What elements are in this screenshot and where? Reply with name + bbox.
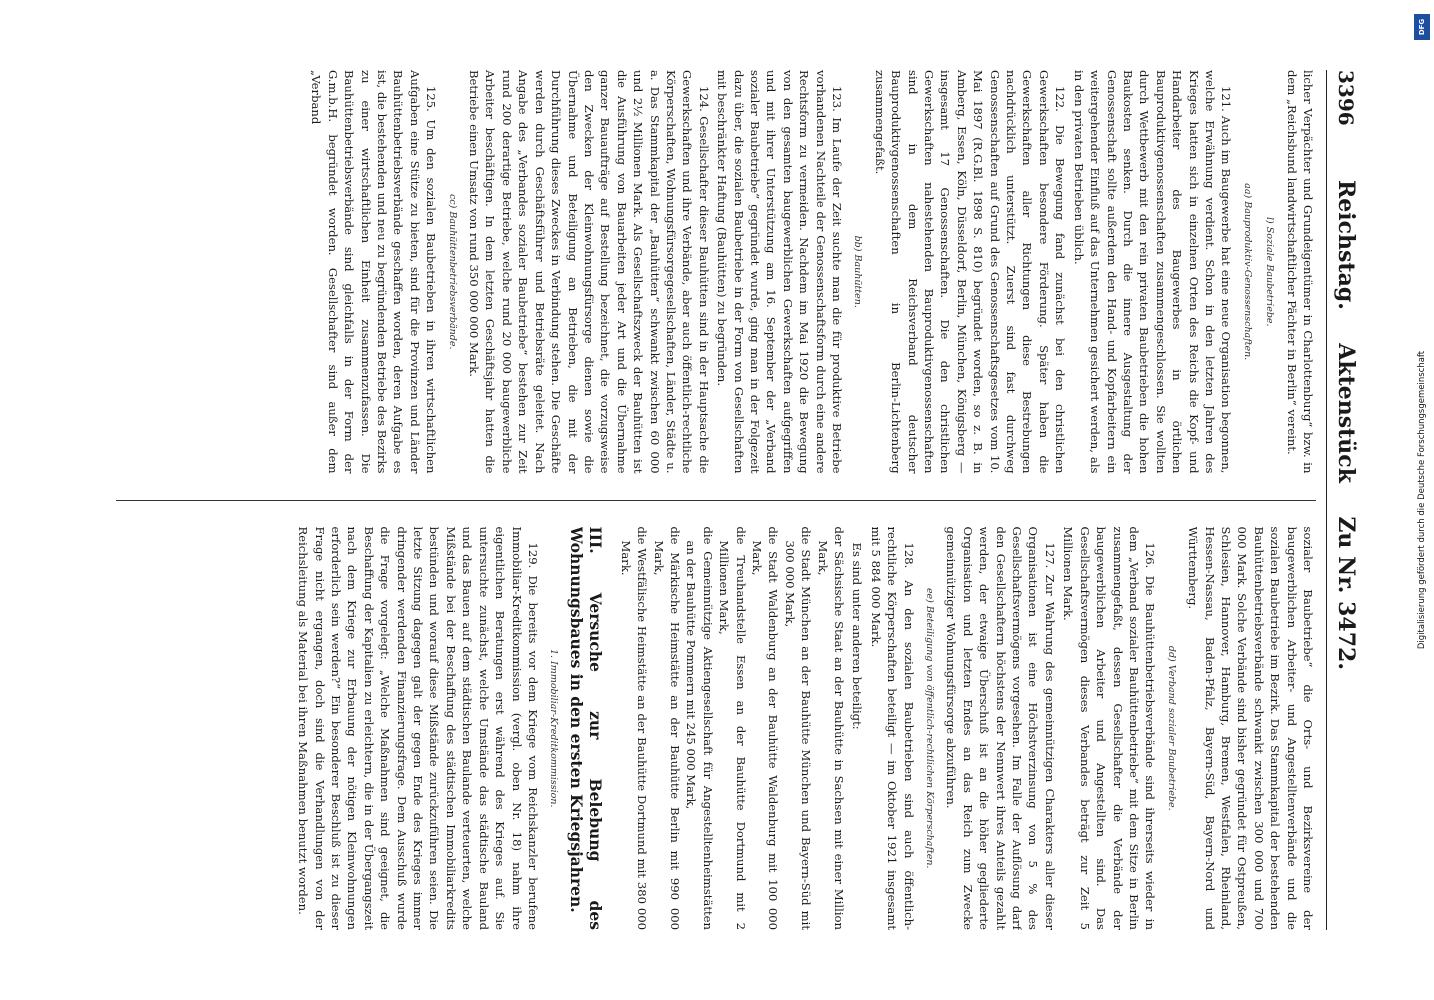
column-divider — [116, 500, 1316, 501]
list-item: die Treuhandstelle Essen an der Bauhütte Dortmund mit 2 Millionen Mark, — [717, 526, 748, 930]
paragraph-126: 126. Die Bauhüttenbetriebsverbände sind ihrerseits wieder in dem „Verband sozialer Bauhüttenbetriebe“ mit dem Sitze in Berlin zusammengefaßt, dessen Gesellschafter die Verbände der baugewerblichen Arbeiter und Angestellten sind. Das Gesellschaftsvermögen dieses Verbandes beträgt zur Zeit 5 Millionen Mark. — [1061, 526, 1158, 930]
subheading: dd) Verband sozialer Baubetriebe. — [1165, 645, 1177, 811]
paragraph-129: 129. Die bereits vor dem Kriege vom Reichskanzler berufene Immobiliar-Kreditkommission (vergl. oben Nr. 18) nahm ihre eigentlichen Beratungen erst während des Krieges auf. Sie untersuchte zunächst, welche Umstände das städtische Bauland und das Bauen auf dem städtischen Baulande verteuerten, welche Mißstände bei der Beschaffung des städtischen Immobiliarkredits bestünden und worauf diese Mißstände zurückzuführen seien. Die letzte Sitzung dagegen galt der gegen Ende des Krieges immer dringender werdenden Finanzierungsfrage. Dem Ausschuß wurde die Frage vorgelegt: „Welche Maßnahmen sind geeignet, die Beschaffung der Kapitalien zu erleichtern, die in der Übergangszeit nach dem Kriege zur Erbauung der nötigen Kleinwohnungen erforderlich sein werden?“ Ein besonderer Beschluß ist zu dieser Frage nicht ergangen, doch sind die Verhandlungen von der Reichsleitung als Material bei ihren Maßnahmen benutzt worden. — [296, 526, 540, 930]
subheading: 1. Immobiliar-Kreditkommission. — [548, 648, 560, 808]
list-item: die Westfälische Heimstätte an der Bauhütte Dortmund mit 380 000 Mark. — [618, 526, 650, 930]
subheading: ee) Beteiligung von öffentlich-rechtlichen Körperschaften. — [924, 587, 936, 869]
header-left: Reichstag. — [1333, 180, 1359, 310]
page-header — [1326, 70, 1359, 930]
subheading: cc) Bauhüttenbetriebsverbände. — [446, 193, 458, 350]
document-page — [47, 30, 1387, 970]
dfg-logo-text: DFG — [1418, 18, 1426, 36]
header-center: Aktenstück — [1333, 343, 1359, 483]
paragraph-125: 125. Um den sozialen Baubetrieben in ihren wirtschaftlichen Aufgaben eine Stütze zu bieten, sind für die Provinzen und Länder Bauhüttenbetriebsverbände geschaffen worden, deren Aufgabe es ist, die bestehenden und neu zu begründenden Betriebe des Bezirks zu einer wirtschaftlichen Einheit zusammenzufassen. Die Bauhüttenbetriebsverbände sind gleichfalls in der Form der G.m.b.H. begründet worden. Gesellschafter sind außer dem „Verband — [309, 70, 439, 474]
dfg-logo — [1414, 14, 1430, 40]
list-item: der Sächsische Staat an der Bauhütte in Sachsen mit einer Million Mark, — [815, 526, 847, 930]
list-item: die Gemeinnützige Aktiengesellschaft für Angestelltenheimstätten an der Bauhütte Pommern mit 245 000 Mark, — [684, 526, 715, 930]
paragraph-continuation: sozialer Baubetriebe“ die Orts- und Bezirksvereine der baugewerblichen Arbeiter- und Angestelltenverbände und die sozialen Baubetriebe im Bezirk. Das Stammkapital der bestehenden Bauhüttenbetriebsverbände schwankt zwischen 300 000 und 700 000 Mark. Solche Verbände sind bisher gegründet für Ostpreußen, Schlesien, Hannover, Hamburg, Bremen, Westfalen, Rheinland, Hessen-Nassau, Baden-Pfalz, Bayern-Süd, Bayern-Nord und Württemberg. — [1186, 526, 1315, 930]
list-item: die Stadt München an der Bauhütte München und Bayern-Süd mit 300 000 Mark, — [782, 526, 814, 930]
credit-text: Digitalisierung gefördert durch die Deutsche Forschungsgemeinschaft — [1417, 350, 1427, 650]
paragraph-127: 127. Zur Wahrung des gemeinnützigen Charakters aller dieser Organisationen ist eine Höchstverzinsung von 5 % des Gesellschaftsvermögens vorgesehen. Im Falle der Auflösung darf den Gesellschaftern höchstens der Nennwert ihres Anteils gezahlt werden, der etwaige Überschuß ist an die höher gegliederte Organisation und letzten Endes an das Reich zum Zwecke gemeinnütziger Wohnungsfürsorge abzuführen. — [944, 526, 1057, 930]
subheading: l) Soziale Baubetriebe. — [1264, 216, 1276, 327]
paragraph-124: 124. Gesellschafter dieser Bauhütten sind in der Hauptsache die Gewerkschaften und ihre Verbände, aber auch öffentlich-rechtliche Körperschaften, Wohnungsfürsorgegesellschaften, Länder, Städte u. a. Das Stammkapital der „Bauhütten“ schwankt zwischen 60 000 und 2½ Millionen Mark. Als Gesellschaftszweck der Bauhütten ist die Ausführung von Bauarbeiten jeder Art und die Übernahme ganzer Bauaufträge auf Bestellung bezeichnet, die vorzugsweise den Zwecken der Kleinwohnungsfürsorge dienen sowie die Übernahme und Beteiligung an Betrieben, die mit der Durchführung dieses Zweckes in Verbindung stehen. Die Geschäfte werden durch Geschäftsführer und Betriebsräte geleitet. Nach Angabe des „Verbandes sozialer Baubetriebe“ bestehen zur Zeit rund 200 derartige Betriebe, welche rund 20 000 baugewerbliche Arbeiter beschäftigen. In dem letzten Geschäftsjahr hatten die Betriebe einen Umsatz von rund 350 000 000 Mark. — [467, 70, 711, 474]
column-left — [116, 70, 1316, 474]
digitization-credit — [1412, 6, 1432, 994]
column-right — [116, 527, 1316, 931]
paragraph-continuation: licher Verpächter und Grundeigentümer in Charlottenburg“ bzw. in dem „Reichsbund landwirtschaftlicher Pächter in Berlin“ vereint. — [1284, 70, 1315, 474]
subheading: bb) Bauhütten. — [852, 235, 864, 308]
list-item: die Märkische Heimstätte an der Bauhütte Berlin mit 990 000 Mark, — [651, 526, 682, 930]
paragraph-128-intro: Es sind unter anderen beteiligt: — [850, 542, 865, 730]
paragraph-123: 123. Im Laufe der Zeit suchte man die für produktive Betriebe vorhandenen Nachteile der Genossenschaftsform durch eine andere Rechtsform zu vermeiden. Nachdem im Mai 1920 die Bewegung von den gesamten baugewerblichen Gewerkschaften aufgegriffen und mit ihrer Unterstützung am 16. September der „Verband sozialer Baubetriebe“ gegründet wurde, ging man in der Folgezeit dazu über, die sozialen Baubetriebe in der Form von Gesellschaften mit beschränkter Haftung (Bauhütten) zu begründen. — [715, 70, 845, 474]
list-item: die Stadt Waldenburg an der Bauhütte Waldenburg mit 100 000 Mark, — [750, 526, 781, 930]
paragraph-128: 128. An den sozialen Baubetrieben sind auch öffentlich-rechtliche Körperschaften beteiligt — im Oktober 1921 insgesamt mit 5 884 000 Mark. — [868, 526, 916, 930]
page-number: 3396 — [1334, 70, 1358, 126]
subheading: aa) Bauproduktiv-Genossenschaften. — [1241, 183, 1253, 361]
text-columns — [116, 70, 1316, 930]
section-heading: III. Versuche zur Belebung des Wohnungsbaues in den ersten Kriegsjahren. — [567, 526, 606, 930]
participation-list — [617, 527, 847, 931]
paragraph-122: 122. Die Bewegung fand zunächst bei den christlichen Gewerkschaften besondere Förderung. Später haben die Gewerkschaften aller Richtungen diese Bestrebungen nachdrücklich unterstützt. Zuerst sind fast durchweg Genossenschaften auf Grund des Genossenschaftsgesetzes vom 10. Mai 1897 (R.G.Bl. 1898 S. 810) begründet worden, so z. B. in Amberg, Essen, Köln, Düsseldorf, Berlin, München, Königsberg — insgesamt 17 Genossenschaften. Die den christlichen Gewerkschaften nahestehenden Bauproduktivgenossenschaften sind in dem Reichsverband deutscher Bauproduktivgenossenschaften in Berlin-Lichtenberg zusammengefaßt. — [872, 70, 1068, 474]
header-right: Zu Nr. 3472. — [1333, 516, 1359, 670]
paragraph-121: 121. Auch im Baugewerbe hat eine neue Organisation begonnen, welche Erwähnung verdient. Schon in den letzten Jahren des Krieges hatten sich in einzelnen Orten des Reichs die Kopf- und Handarbeiter des Baugewerbes in örtlichen Bauproduktivgenossenschaften zusammengeschlossen. Sie wollten durch Wettbewerb mit den rein privaten Baubetrieben die hohen Baukosten senken. Durch die innere Ausgestaltung der Genossenschaft sollte außerdem den Hand- und Kopfarbeitern ein weitergehender Einfluß auf das Unternehmen gesichert werden, als in den privaten Betrieben üblich. — [1071, 70, 1234, 474]
